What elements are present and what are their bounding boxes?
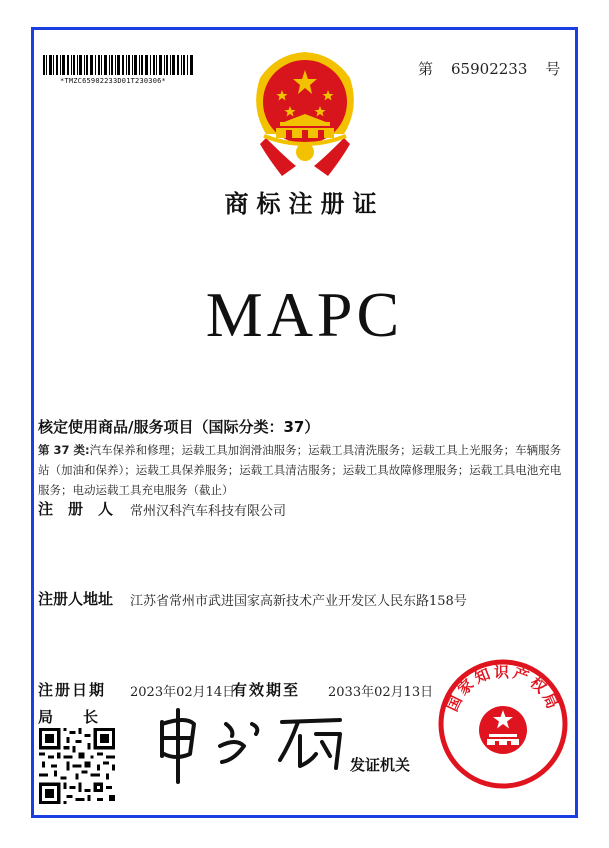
registrant-value: 常州汉科汽车科技有限公司 (130, 504, 287, 519)
seal-text: 国家知识产权局 (443, 662, 563, 715)
valid-until-value: 2033年02月13日 (328, 685, 434, 700)
address-label: 注册人地址 (38, 590, 114, 608)
reg-prefix: 第 (418, 60, 434, 78)
class-label: 第 37 类: (38, 443, 90, 457)
issuing-authority-label: 发证机关 (350, 756, 411, 774)
goods-heading: 核定使用商品/服务项目（国际分类：37） (38, 418, 320, 436)
certificate-title: 商标注册证 (224, 189, 385, 218)
qr-code (39, 728, 115, 804)
barcode-text: *TMZC65902233D01T230306* (60, 77, 166, 85)
director-signature (140, 704, 360, 784)
trademark-text: MAPC (205, 279, 404, 350)
valid-until-label: 有效期至 (232, 681, 301, 699)
barcode (43, 55, 193, 75)
address-value: 江苏省常州市武进国家高新技术产业开发区人民东路158号 (130, 594, 467, 609)
national-emblem-icon (246, 48, 364, 178)
goods-items: 汽车保养和修理；运载工具加润滑油服务；运载工具清洗服务；运载工具上光服务；车辆服务站（加油和保养）；运载工具保养服务；运载工具清洁服务；运载工具故障修理服务；运载工具电池充电服务；电动运载工具充电服务（截止） (38, 443, 562, 497)
reg-date-label: 注册日期 (38, 681, 107, 699)
official-seal (437, 658, 569, 790)
reg-suffix: 号 (545, 60, 561, 78)
goods-list (38, 440, 570, 500)
reg-date-value: 2023年02月14日 (130, 685, 236, 700)
reg-number: 65902233 (451, 60, 528, 78)
director-label: 局 长 (38, 708, 99, 726)
registrant-label: 注 册 人 (38, 500, 114, 518)
registration-number (418, 58, 560, 79)
